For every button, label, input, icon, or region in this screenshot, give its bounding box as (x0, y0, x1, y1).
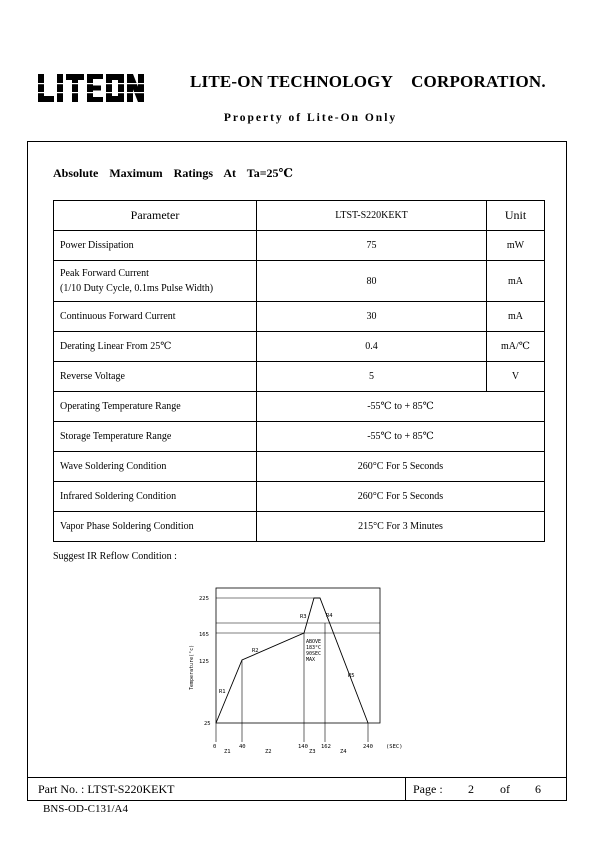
x-tick: 140 (298, 744, 308, 750)
zone-label: Z2 (265, 749, 272, 755)
ramp-label: R1 (219, 689, 226, 695)
peak-annotation-line: ABOVE (306, 639, 322, 645)
table-row (54, 452, 545, 482)
param-cell: Wave Soldering Condition (54, 452, 257, 482)
value-cell: 260°C For 5 Seconds (257, 452, 545, 482)
x-tick: 0 (213, 744, 217, 750)
param-cell: Reverse Voltage (54, 362, 257, 392)
ramp-label: R4 (326, 613, 333, 619)
param-cell: Derating Linear From 25℃ (54, 332, 257, 362)
unit-cell: mA (487, 261, 545, 302)
table-row (54, 392, 545, 422)
x-tick: 40 (239, 744, 246, 750)
header-parameter: Parameter (54, 201, 257, 231)
table-row (54, 362, 545, 392)
ratings-table (53, 200, 545, 542)
param-cell: Infrared Soldering Condition (54, 482, 257, 512)
x-tick: 240 (363, 744, 373, 750)
value-cell: 260°C For 5 Seconds (257, 482, 545, 512)
value-cell: -55℃ to + 85℃ (257, 392, 545, 422)
x-tick: 162 (321, 744, 331, 750)
param-cell: Storage Temperature Range (54, 422, 257, 452)
peak-annotation-line: MAX (306, 657, 316, 663)
value-cell: 80 (257, 261, 487, 302)
table-row (54, 231, 545, 261)
table-row (54, 422, 545, 452)
plot-box (216, 588, 380, 723)
unit-cell: V (487, 362, 545, 392)
unit-cell: mW (487, 231, 545, 261)
y-tick: 225 (199, 596, 209, 602)
reflow-curve (216, 598, 368, 723)
company-name-main: LITE-ON TECHNOLOGY (190, 72, 394, 91)
value-cell: 0.4 (257, 332, 487, 362)
liteon-logo (36, 72, 146, 104)
header-part-number: LTST-S220KEKT (257, 201, 487, 231)
zone-label: Z1 (224, 749, 231, 755)
footer-divider (405, 778, 406, 800)
zone-label: Z3 (309, 749, 316, 755)
reflow-ylabel: Temperature(°c) (189, 644, 195, 690)
page-label: Page : (413, 782, 443, 796)
peak-annotation-line: 183°C (306, 645, 322, 651)
table-row (54, 261, 545, 302)
value-cell: 215°C For 3 Minutes (257, 512, 545, 542)
value-cell: 30 (257, 302, 487, 332)
reflow-profile-diagram (180, 585, 420, 760)
table-row (54, 512, 545, 542)
page-total: 6 (535, 782, 541, 796)
table-row (54, 482, 545, 512)
unit-cell: mA/℃ (487, 332, 545, 362)
ramp-label: R5 (348, 673, 355, 679)
company-name-suffix: CORPORATION. (411, 72, 546, 91)
param-line: Peak Forward Current (60, 268, 149, 279)
value-cell: 5 (257, 362, 487, 392)
section-title: Absolute Maximum Ratings At Ta=25℃ (53, 166, 293, 180)
table-row (54, 302, 545, 332)
page-number: 2 (468, 782, 474, 796)
unit-cell: mA (487, 302, 545, 332)
document-code: BNS-OD-C131/A4 (43, 803, 128, 815)
table-row (54, 332, 545, 362)
param-cell: Vapor Phase Soldering Condition (54, 512, 257, 542)
company-name (190, 72, 546, 92)
page-of: of (500, 782, 510, 796)
zone-label: Z4 (340, 749, 347, 755)
ramp-label: R3 (300, 614, 307, 620)
y-tick: 125 (199, 659, 209, 665)
header-unit: Unit (487, 201, 545, 231)
footer-bar (27, 778, 567, 801)
value-cell: -55℃ to + 85℃ (257, 422, 545, 452)
param-cell: Continuous Forward Current (54, 302, 257, 332)
y-tick: 165 (199, 632, 209, 638)
param-line-2: (1/10 Duty Cycle, 0.1ms Pulse Width) (60, 283, 214, 294)
ramp-label: R2 (252, 648, 259, 654)
part-number: Part No. : LTST-S220KEKT (38, 782, 175, 796)
reflow-caption: Suggest IR Reflow Condition : (53, 551, 177, 562)
peak-annotation-line: 90SEC (306, 651, 322, 657)
property-notice: Property of Lite-On Only (223, 112, 398, 124)
y-tick: 25 (204, 721, 211, 727)
x-unit: (SEC) (386, 744, 403, 750)
param-cell: Operating Temperature Range (54, 392, 257, 422)
param-cell (54, 261, 257, 302)
table-header-row (54, 201, 545, 231)
param-cell: Power Dissipation (54, 231, 257, 261)
value-cell: 75 (257, 231, 487, 261)
